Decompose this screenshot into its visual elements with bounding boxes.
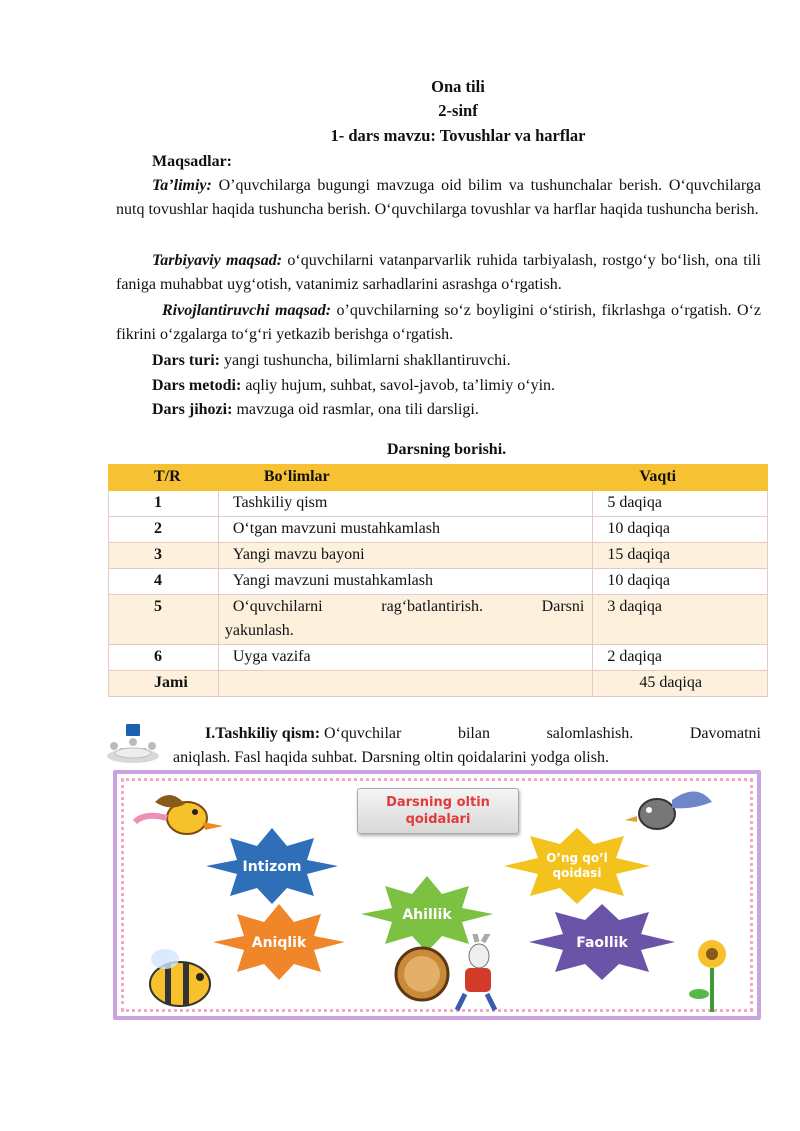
row-section — [218, 595, 592, 645]
row-section: Yangi mavzu bayoni — [218, 543, 592, 569]
column-header-sections: Bo‘limlar — [218, 465, 592, 491]
row-time: 15 daqiqa — [593, 543, 768, 569]
row-section-word: Darsni — [541, 598, 585, 615]
rule-star-faollik — [527, 902, 677, 982]
lesson-method-label: Dars metodi: — [152, 377, 242, 394]
tarbiyaviy-paragraph — [116, 249, 761, 297]
row-section-word: yakunlash. — [224, 622, 294, 639]
flower-illustration — [677, 924, 747, 1014]
stage1-word: Davomatni — [689, 725, 761, 742]
row-section: Yangi mavzuni mustahkamlash — [218, 569, 592, 595]
rule-star-ong-qol — [502, 826, 652, 906]
column-header-number: T/R — [109, 465, 219, 491]
lesson-type-label: Dars turi: — [152, 352, 220, 369]
row-number: 5 — [109, 595, 219, 645]
subject-title: Ona tili — [431, 77, 485, 96]
lesson-equipment-label: Dars jihozi: — [152, 401, 233, 418]
row-number: 3 — [109, 543, 219, 569]
stage1-word: O‘quvchilar — [324, 725, 402, 742]
row-section-word: rag‘batlantirish. — [381, 598, 484, 615]
row-number: 6 — [109, 645, 219, 671]
grade-title: 2-sinf — [438, 101, 478, 120]
total-spacer — [218, 671, 592, 697]
row-time: 3 daqiqa — [593, 595, 768, 645]
table-row — [109, 569, 768, 595]
lesson-equipment-line — [152, 398, 479, 422]
talimiy-text: O’quvchilarga bugungi mavzuga oid bilim va tushunchalar berish. O‘quvchilarga nutq tovushlar haqida tushuncha berish. O‘quvchilarga tovushlar va harflar haqida tushuncha berish. — [116, 177, 761, 218]
lesson-type-value: yangi tushuncha, bilimlarni shakllantiruvchi. — [219, 352, 511, 369]
table-row — [109, 491, 768, 517]
rivojlantiruvchi-label: Rivojlantiruvchi maqsad: — [162, 302, 332, 319]
stage1-label: I.Tashkiliy qism: — [205, 725, 321, 742]
stage1-line2: aniqlash. Fasl haqida suhbat. Darsning oltin qoidalarini yodga olish. — [173, 749, 609, 766]
row-time: 5 daqiqa — [593, 491, 768, 517]
table-row — [109, 645, 768, 671]
table-header-row — [109, 465, 768, 491]
table-total-row — [109, 671, 768, 697]
lesson-equipment-value: mavzuga oid rasmlar, ona tili darsligi. — [232, 401, 479, 418]
lesson-topic-title: 1- dars mavzu: Tovushlar va harflar — [330, 126, 586, 145]
poster-title-line1: Darsning oltin — [386, 795, 490, 810]
table-row — [109, 517, 768, 543]
rivojlantiruvchi-paragraph — [116, 299, 761, 347]
stage1-word: salomlashish. — [546, 725, 634, 742]
total-label: Jami — [109, 671, 219, 697]
row-number: 2 — [109, 517, 219, 543]
column-header-time: Vaqti — [593, 465, 768, 491]
row-section: Tashkiliy qism — [218, 491, 592, 517]
talimiy-paragraph — [116, 174, 761, 222]
rule-label: Faollik — [576, 935, 628, 951]
golden-rules-poster — [113, 770, 761, 1020]
poster-title-line2: qoidalari — [405, 812, 471, 827]
row-time: 10 daqiqa — [593, 517, 768, 543]
rule-label: Aniqlik — [251, 935, 307, 951]
lesson-type-line — [152, 349, 511, 373]
rivojlantiruvchi-text: o’quvchilarning so‘z boyligini o‘stirish, fikrlashga o‘rgatish. O‘z fikrini o‘zgalarga to‘g‘ri yetkazib berishga o‘rgatish. — [116, 302, 761, 343]
rule-label-line1: O’ng qo’l — [546, 851, 608, 865]
goals-heading: Maqsadlar: — [152, 153, 232, 170]
row-section-word: O‘quvchilarni — [232, 598, 323, 615]
rule-label: Ahillik — [402, 907, 452, 923]
row-section: O‘tgan mavzuni mustahkamlash — [218, 517, 592, 543]
bee-illustration — [125, 939, 235, 1019]
rule-label: Intizom — [242, 859, 302, 875]
rule-label-line2: qoidasi — [552, 866, 602, 880]
talimiy-label: Ta’limiy: — [152, 177, 212, 194]
plan-title: Darsning borishi. — [387, 441, 507, 458]
total-value: 45 daqiqa — [593, 671, 768, 697]
rule-star-intizom — [202, 826, 342, 906]
row-time: 2 daqiqa — [593, 645, 768, 671]
lesson-plan-table — [108, 464, 768, 697]
row-number: 1 — [109, 491, 219, 517]
stage1-word: bilan — [457, 725, 490, 742]
table-row — [109, 595, 768, 645]
row-number: 4 — [109, 569, 219, 595]
lesson-method-value: aqliy hujum, suhbat, savol-javob, ta’limiy o‘yin. — [241, 377, 556, 394]
tarbiyaviy-label: Tarbiyaviy maqsad: — [152, 252, 283, 269]
poster-title-box — [357, 788, 519, 834]
meeting-table-icon — [102, 722, 164, 766]
row-section: Uyga vazifa — [218, 645, 592, 671]
table-row — [109, 543, 768, 569]
row-time: 10 daqiqa — [593, 569, 768, 595]
lesson-method-line — [152, 374, 555, 398]
rabbit-drummer-illustration — [387, 934, 517, 1014]
tarbiyaviy-text: o‘quvchilarni vatanparvarlik ruhida tarbiyalash, rostgo‘y bo‘lish, ona tili faniga muhabbat uyg‘otish, vatanimiz sarhadlarini asrashga o‘rgatish. — [116, 252, 761, 293]
stage1-line1 — [205, 722, 761, 746]
